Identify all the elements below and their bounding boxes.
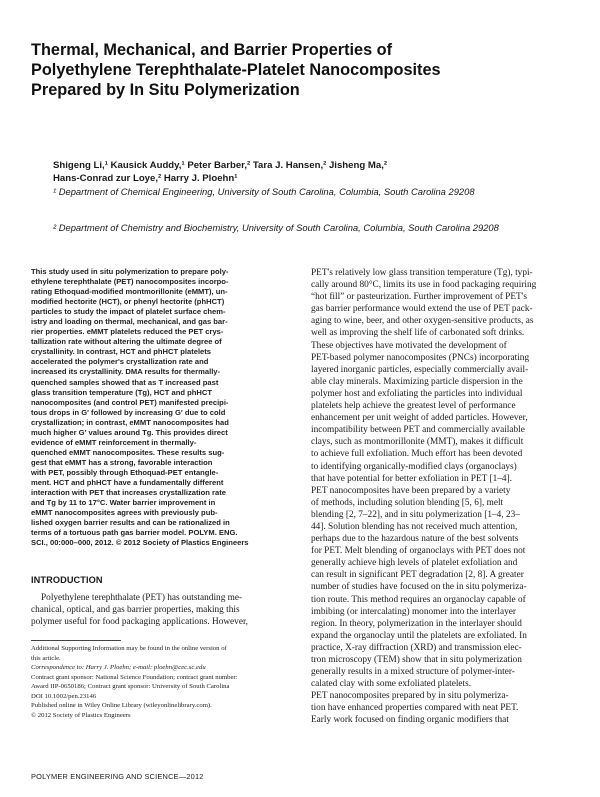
body-line: polymer host and exfoliating the particles into individual	[311, 388, 523, 399]
body-line: practice, X-ray diffraction (XRD) and transmission elec-	[311, 642, 522, 653]
abstract-line: istry and loading on thermal, mechanical, and gas bar-	[31, 317, 228, 327]
abstract-line: nanocomposites (and control PET) manifested precipi-	[31, 397, 229, 407]
footnote-line: Additional Supporting Information may be found in the online version of	[31, 645, 227, 652]
intro-line: Polyethylene terephthalate (PET) has outstanding me-	[41, 593, 243, 603]
body-line: Early work focused on finding organic modifiers that	[311, 715, 509, 726]
body-line: PET nanocomposites have been prepared by a variety	[311, 485, 511, 496]
body-line: PET-based polymer nanocomposites (PNCs) incorporating	[311, 352, 530, 363]
abstract-line: rating Ethoquad-modified montmorillonite (eMMT), un-	[31, 287, 228, 297]
abstract-line: modified hectorite (HCT), or phenyl hectorite (phHCT)	[31, 297, 225, 307]
abstract-line: evidence of eMMT reinforcement in thermally-	[31, 437, 197, 447]
abstract-line: with PET, possibly through Ethoquad-PET entangle-	[31, 467, 219, 477]
title-line: Polyethylene Terephthalate-Platelet Nanocomposites	[31, 61, 441, 79]
body-line: PET's relatively low glass transition temperature (Tg), typi-	[311, 268, 533, 278]
abstract-line: quenched samples showed that as T increased past	[31, 377, 219, 387]
title-line: Thermal, Mechanical, and Barrier Properties of	[31, 41, 393, 59]
right-column-body	[311, 267, 573, 727]
body-line: aging to wine, beer, and other oxygen-sensitive products, as	[311, 316, 534, 327]
abstract-line: ment. HCT and phHCT have a fundamentally different	[31, 477, 224, 487]
footnote-line: Published online in Wiley Online Library (wileyonlinelibrary.com).	[31, 702, 212, 709]
abstract-line: tallization rate without altering the ultimate degree of	[31, 337, 222, 347]
abstract-line: crystallization; in contrast, eMMT nanocomposites had	[31, 417, 229, 427]
abstract-line: This study used in situ polymerization to prepare poly-	[31, 267, 229, 276]
body-line: PET nanocomposites prepared by in situ polymeriza-	[311, 691, 509, 702]
section-heading-introduction: INTRODUCTION	[31, 575, 103, 585]
body-line: able clay minerals. Maximizing particle dispersion in the	[311, 376, 523, 387]
abstract-line: accelerated the polymer's crystallization rate and	[31, 357, 209, 367]
intro-line: polymer useful for food packaging applications. However,	[31, 617, 249, 627]
abstract-line: SCI., 00:000–000, 2012. © 2012 Society of Plastics Engineers	[31, 538, 249, 548]
body-line: cally around 80°C, limits its use in food packaging requiring	[311, 280, 537, 291]
article-title	[31, 40, 481, 100]
abstract-line: quenched eMMT nanocomposites. These results sug-	[31, 447, 225, 457]
footnote-line: Award IIP-0650186; Contract grant sponsor: University of South Carolina	[31, 683, 230, 690]
body-line: can result in significant PET degradation [2, 8]. A greater	[311, 570, 524, 581]
abstract-line: increased its crystallinity. DMA results for thermally-	[31, 367, 221, 377]
journal-footer: POLYMER ENGINEERING AND SCIENCE—2012	[31, 772, 204, 781]
abstract-line: ethylene terephthalate (PET) nanocomposites incorpo-	[31, 277, 229, 287]
body-line: number of studies have focused on the in situ polymeriza-	[311, 582, 527, 593]
body-line: 44]. Solution blending has not received much attention,	[311, 521, 518, 532]
body-line: of methods, including solution blending [5, 6], melt	[311, 497, 504, 508]
body-line: blending [2, 7–22], and in situ polymerization [1–4, 23–	[311, 509, 520, 520]
abstract-line: tous drops in G′ followed by increasing G′ due to cold	[31, 407, 226, 417]
body-line: generally results in a mixed structure of polymer-inter-	[311, 667, 515, 678]
body-line: clays, such as montmorillonite (MMT), makes it difficult	[311, 437, 524, 448]
footnotes	[31, 644, 306, 720]
footnote-line: DOI 10.1002/pen.23146	[31, 692, 97, 700]
body-line: enhancement per unit weight of added particles. However,	[311, 413, 528, 424]
footnote-line: Contract grant sponsor: National Science Foundation; contract grant number:	[31, 673, 238, 681]
footnote-divider	[31, 640, 121, 641]
affiliation-1: ¹ Department of Chemical Engineering, University of South Carolina, Columbia, South Carolina 29208	[53, 186, 475, 197]
body-line: to achieve full exfoliation. Much effort has been devoted	[311, 449, 523, 460]
abstract-line: and Tg by 11 to 17°C. Water barrier improvement in	[31, 498, 216, 508]
abstract	[31, 267, 301, 548]
body-line: platelets help achieve the greatest level of performance	[311, 401, 516, 412]
abstract-line: interaction with PET that increases crystallization rate	[31, 488, 226, 498]
affiliation-2: ² Department of Chemistry and Biochemistry, University of South Carolina, Columbia, South Carolina 29208	[53, 222, 499, 233]
abstract-line: crystallinity. In contrast, HCT and phHCT platelets	[31, 347, 212, 357]
abstract-line: gest that eMMT has a strong, favorable interaction	[31, 457, 213, 467]
body-line: region. In theory, polymerization in the interlayer should	[311, 618, 522, 629]
body-line: tion have enhanced properties compared with neat PET.	[311, 703, 519, 714]
abstract-line: much higher G′ values around Tg. This provides direct	[31, 427, 228, 437]
abstract-line: lished oxygen barrier results and can be rationalized in	[31, 518, 230, 528]
body-line: that have potential for better exfoliation in PET [1–4].	[311, 473, 512, 484]
footnote-line: © 2012 Society of Plastics Engineers	[31, 711, 131, 719]
intro-line: chanical, optical, and gas barrier properties, making this	[31, 605, 240, 615]
body-line: tron microscopy (TEM) show that in situ polymerization	[311, 655, 522, 665]
abstract-line: eMMT nanocomposites agrees with previously pub-	[31, 508, 218, 518]
abstract-line: glass transition temperature (Tg), HCT and phHCT	[31, 387, 212, 397]
body-line: for PET. Melt blending of organoclays with PET does not	[311, 546, 526, 557]
body-line: incompatibility between PET and commercially available	[311, 425, 525, 436]
introduction-text	[31, 592, 301, 628]
body-line: expand the organoclay until the platelets are exfoliated. In	[311, 630, 527, 641]
body-line: These objectives have motivated the development of	[311, 340, 507, 351]
body-line: to identifying organically-modified clays (organoclays)	[311, 461, 517, 472]
body-line: calated clay with some exfoliated platelets.	[311, 679, 472, 690]
abstract-line: particles to study the impact of platelet surface chem-	[31, 307, 226, 317]
author-line: Hans-Conrad zur Loye,² Harry J. Ploehn¹	[53, 173, 238, 184]
body-line: generally achieve high levels of platelet exfoliation and	[311, 558, 518, 569]
author-line: Shigeng Li,¹ Kausick Auddy,¹ Peter Barber,² Tara J. Hansen,² Jisheng Ma,²	[53, 160, 388, 171]
author-list	[53, 159, 553, 185]
title-line: Prepared by In Situ Polymerization	[31, 81, 300, 99]
body-line: well as improving the shelf life of carbonated soft drinks.	[311, 328, 525, 339]
footnote-line: Correspondence to: Harry J. Ploehn; e-mail: ploehn@cec.sc.edu	[31, 664, 206, 671]
abstract-line: terms of a tortuous path gas barrier model. POLYM. ENG.	[31, 528, 238, 538]
body-line: layered inorganic particles, especially commercially avail-	[311, 364, 529, 375]
body-line: perhaps due to the hazardous nature of the best solvents	[311, 534, 519, 545]
abstract-line: rier properties. eMMT platelets reduced the PET crys-	[31, 327, 224, 337]
body-line: tion route. This method requires an organoclay capable of	[311, 594, 526, 605]
body-line: imbibing (or intercalating) monomer into the interlayer	[311, 606, 516, 617]
footnote-line: this article.	[31, 654, 61, 662]
body-line: “hot fill” or pasteurization. Further improvement of PET's	[311, 292, 527, 303]
body-line: gas barrier performance would extend the use of PET pack-	[311, 304, 533, 315]
